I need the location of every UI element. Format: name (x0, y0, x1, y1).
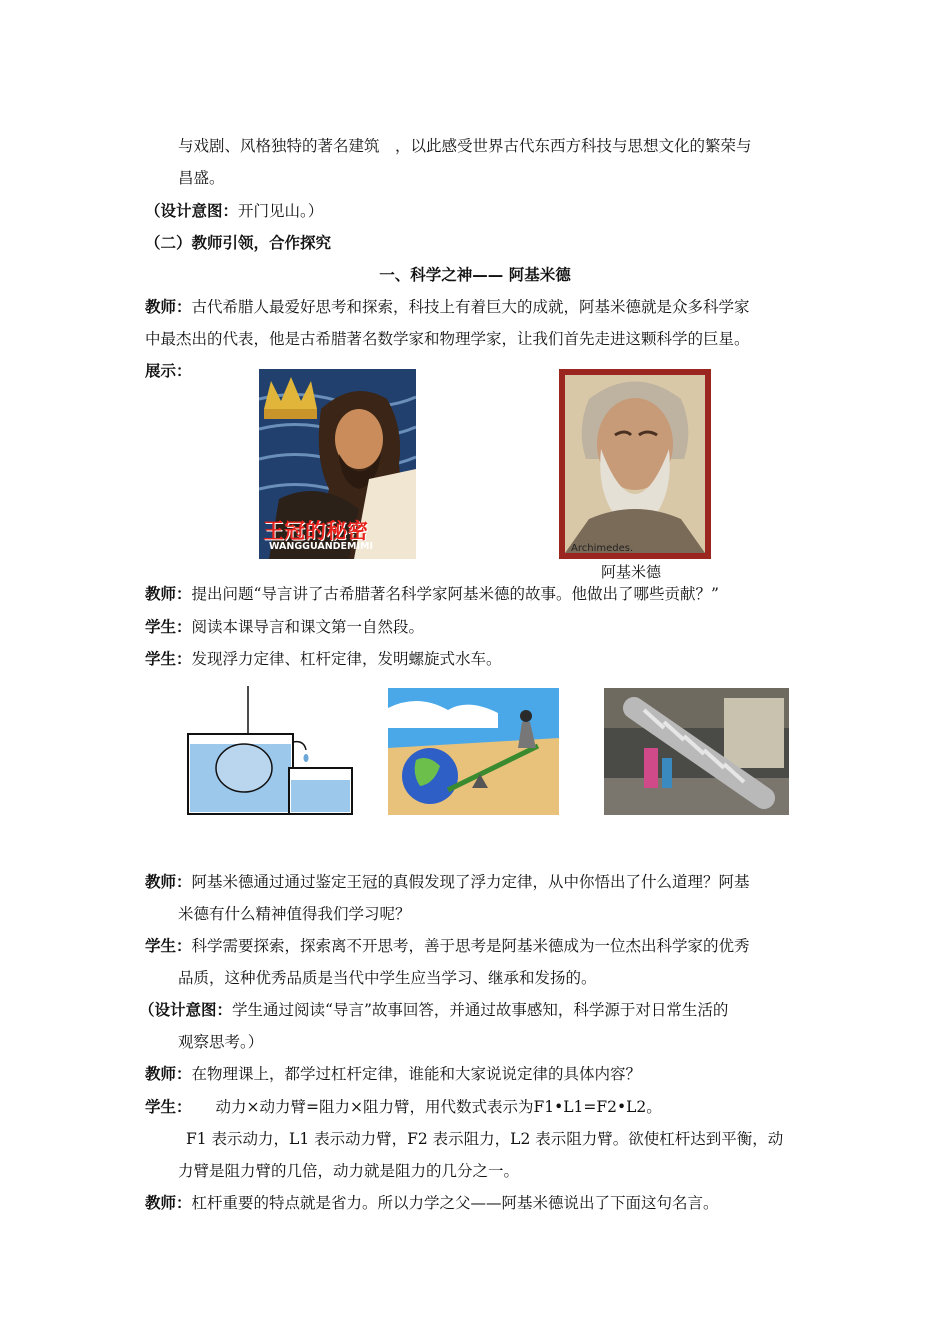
teacher-question-3-text: 在物理课上，都学过杠杆定律，谁能和大家说说定律的具体内容？ (191, 1065, 642, 1083)
teacher-label: 教师： (145, 1194, 192, 1212)
student-answer-1 (145, 617, 424, 637)
teacher-label: 教师： (145, 1065, 192, 1083)
student-answer-3 (145, 936, 750, 956)
student-label: 学生： (145, 1098, 192, 1116)
crown-secret-poster (259, 369, 416, 559)
student-label: 学生： (145, 937, 192, 955)
teacher-question-2 (145, 872, 750, 892)
teacher-question-2-text: 阿基米德通过通过鉴定王冠的真假发现了浮力定律，从中你悟出了什么道理？阿基 (191, 873, 750, 891)
student-label: 学生： (145, 618, 192, 636)
lever-illustration (388, 688, 559, 815)
design-note-2-text: 学生通过阅读“导言”故事回答，并通过故事感知，科学源于对日常生活的 (232, 1001, 729, 1019)
student-answer-2 (145, 649, 502, 669)
student-answer-4-line3: 力臂是阻力臂的几倍，动力就是阻力的几分之一。 (178, 1162, 520, 1180)
intro-line-2: 昌盛。 (178, 169, 225, 187)
teacher-question-2-line2: 米德有什么精神值得我们学习呢？ (178, 905, 411, 923)
poster-title: 王冠的秘密 (263, 519, 368, 543)
teacher-para-1-text: 古代希腊人最爱好思考和探索，科技上有着巨大的成就，阿基米德就是众多科学家 (191, 298, 750, 316)
design-note-text: 开门见山。） (238, 202, 324, 220)
archimedes-portrait (559, 369, 711, 559)
teacher-para-1-line2: 中最杰出的代表，他是古希腊著名数学家和物理学家，让我们首先走进这颗科学的巨星。 (145, 330, 750, 348)
design-note-2 (139, 1000, 728, 1020)
design-note-2-label: （设计意图： (139, 1001, 233, 1019)
teacher-statement-4-text: 杠杆重要的特点就是省力。所以力学之父——阿基米德说出了下面这句名言。 (191, 1194, 719, 1212)
student-answer-3-text: 科学需要探索，探索离不开思考，善于思考是阿基米德成为一位杰出科学家的优秀 (191, 937, 750, 955)
teacher-label: 教师： (145, 873, 192, 891)
design-note-1 (145, 201, 323, 221)
student-answer-3-line2: 品质，这种优秀品质是当代中学生应当学习、继承和发扬的。 (178, 969, 597, 987)
student-answer-2-text: 发现浮力定律、杠杆定律，发明螺旋式水车。 (191, 650, 502, 668)
portrait-illustration (559, 369, 711, 559)
buoyancy-illustration (186, 686, 354, 816)
design-note-2-line2: 观察思考。） (178, 1033, 264, 1051)
student-answer-4-line2: F1 表示动力，L1 表示动力臂，F2 表示阻力，L2 表示阻力臂。欲使杠杆达到平衡，动 (186, 1130, 784, 1148)
teacher-label: 教师： (145, 585, 192, 603)
show-label: 展示： (145, 362, 192, 380)
screw-pump-illustration (604, 688, 789, 815)
student-answer-4-text: 动力×动力臂=阻力×阻力臂，用代数式表示为F1•L1=F2•L2。 (215, 1098, 662, 1116)
design-note-label: （设计意图： (145, 202, 239, 220)
portrait-caption: 阿基米德 (601, 563, 662, 581)
poster-subtitle: WANGGUANDEMIMI (269, 541, 374, 552)
teacher-label: 教师： (145, 298, 192, 316)
section-heading: （二）教师引领，合作探究 (145, 234, 332, 252)
teacher-question-1-text: 提出问题“导言讲了古希腊著名科学家阿基米德的故事。他做出了哪些贡献？” (191, 585, 719, 603)
student-answer-4 (145, 1097, 662, 1117)
chapter-heading: 一、科学之神—— 阿基米德 (379, 266, 571, 284)
lever-drawing (388, 688, 559, 815)
portrait-inscription: Archimedes. (571, 543, 634, 554)
student-answer-1-text: 阅读本课导言和课文第一自然段。 (191, 618, 425, 636)
teacher-statement-4 (145, 1193, 719, 1213)
intro-line-1: 与戏剧、风格独特的著名建筑 ，以此感受世界古代东西方科技与思想文化的繁荣与 (178, 137, 752, 155)
teacher-question-3 (145, 1064, 641, 1084)
student-label: 学生： (145, 650, 192, 668)
screw-pump-drawing (604, 688, 789, 815)
teacher-question-1 (145, 584, 719, 604)
buoyancy-drawing (186, 686, 354, 816)
teacher-para-1 (145, 297, 750, 317)
